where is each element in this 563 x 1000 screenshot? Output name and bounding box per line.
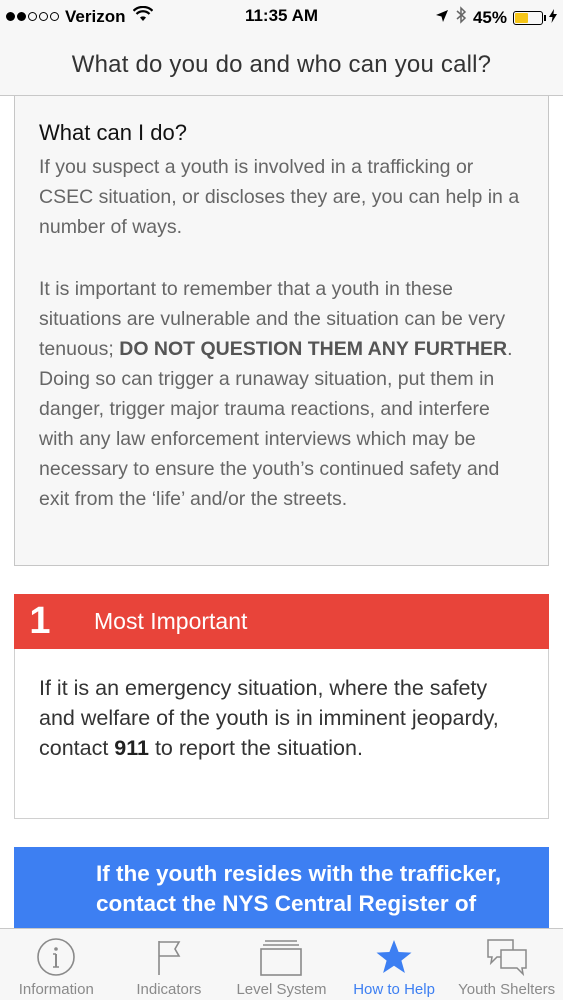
battery-percent: 45% — [472, 7, 507, 27]
step-2-text: If the youth resides with the trafficker, contact the NYS Central Register of — [96, 861, 502, 916]
tab-label: Indicators — [136, 981, 202, 998]
tab-label: How to Help — [353, 981, 435, 998]
status-bar — [0, 0, 563, 34]
tab-label: Information — [18, 981, 94, 998]
card-heading: What can I do? — [39, 120, 187, 145]
bluetooth-icon — [455, 6, 467, 29]
warning-emphasis: DO NOT QUESTION THEM ANY FURTHER — [119, 338, 508, 360]
tab-bar — [0, 928, 563, 1000]
warning-paragraph: It is important to remember that a youth in these situations are vulnerable and the situation can be very tenuous; DO NOT QUESTION THEM ANY FURTHER. Doing so can trigger a runaway situation, put them in danger, trigger major trauma reactions, and interfere with any law enforcement interviews which may be necessary to ensure the youth’s continued safety and exit from the ‘life’ and/or the streets. — [39, 278, 513, 510]
tab-level-system[interactable] — [225, 929, 338, 1000]
info-icon — [34, 935, 78, 979]
tab-youth-shelters[interactable] — [450, 929, 563, 1000]
star-icon — [372, 935, 416, 979]
tab-label: Youth Shelters — [458, 981, 556, 998]
stack-icon — [259, 935, 303, 979]
step-1-header — [14, 594, 549, 649]
navigation-bar — [0, 34, 563, 96]
step-1-body — [14, 649, 549, 819]
tab-information[interactable] — [0, 929, 113, 1000]
status-right — [435, 6, 557, 29]
what-can-i-do-card — [14, 96, 549, 566]
intro-paragraph: If you suspect a youth is involved in a trafficking or CSEC situation, or discloses they are, you can help in a number of ways. — [39, 156, 520, 238]
location-icon — [435, 8, 449, 28]
battery-icon — [513, 11, 543, 25]
step-2-header — [14, 847, 549, 928]
emergency-number: 911 — [114, 736, 149, 760]
tab-how-to-help[interactable] — [338, 929, 451, 1000]
charging-icon — [549, 8, 557, 28]
chat-bubbles-icon — [485, 935, 529, 979]
status-time: 11:35 AM — [244, 6, 319, 25]
page-title: What do you do and who can you call? — [71, 50, 492, 78]
tab-label: Level System — [236, 981, 327, 998]
step-1-text: If it is an emergency situation, where the safety and welfare of the youth is in imminent jeopardy, contact 911 to report the situation. — [39, 676, 499, 760]
tab-indicators[interactable] — [113, 929, 226, 1000]
flag-icon — [147, 935, 191, 979]
step-number: 1 — [29, 600, 51, 642]
content-scroll-area[interactable] — [0, 96, 563, 928]
carrier-name: Verizon — [65, 6, 126, 26]
step-title: Most Important — [94, 608, 248, 634]
